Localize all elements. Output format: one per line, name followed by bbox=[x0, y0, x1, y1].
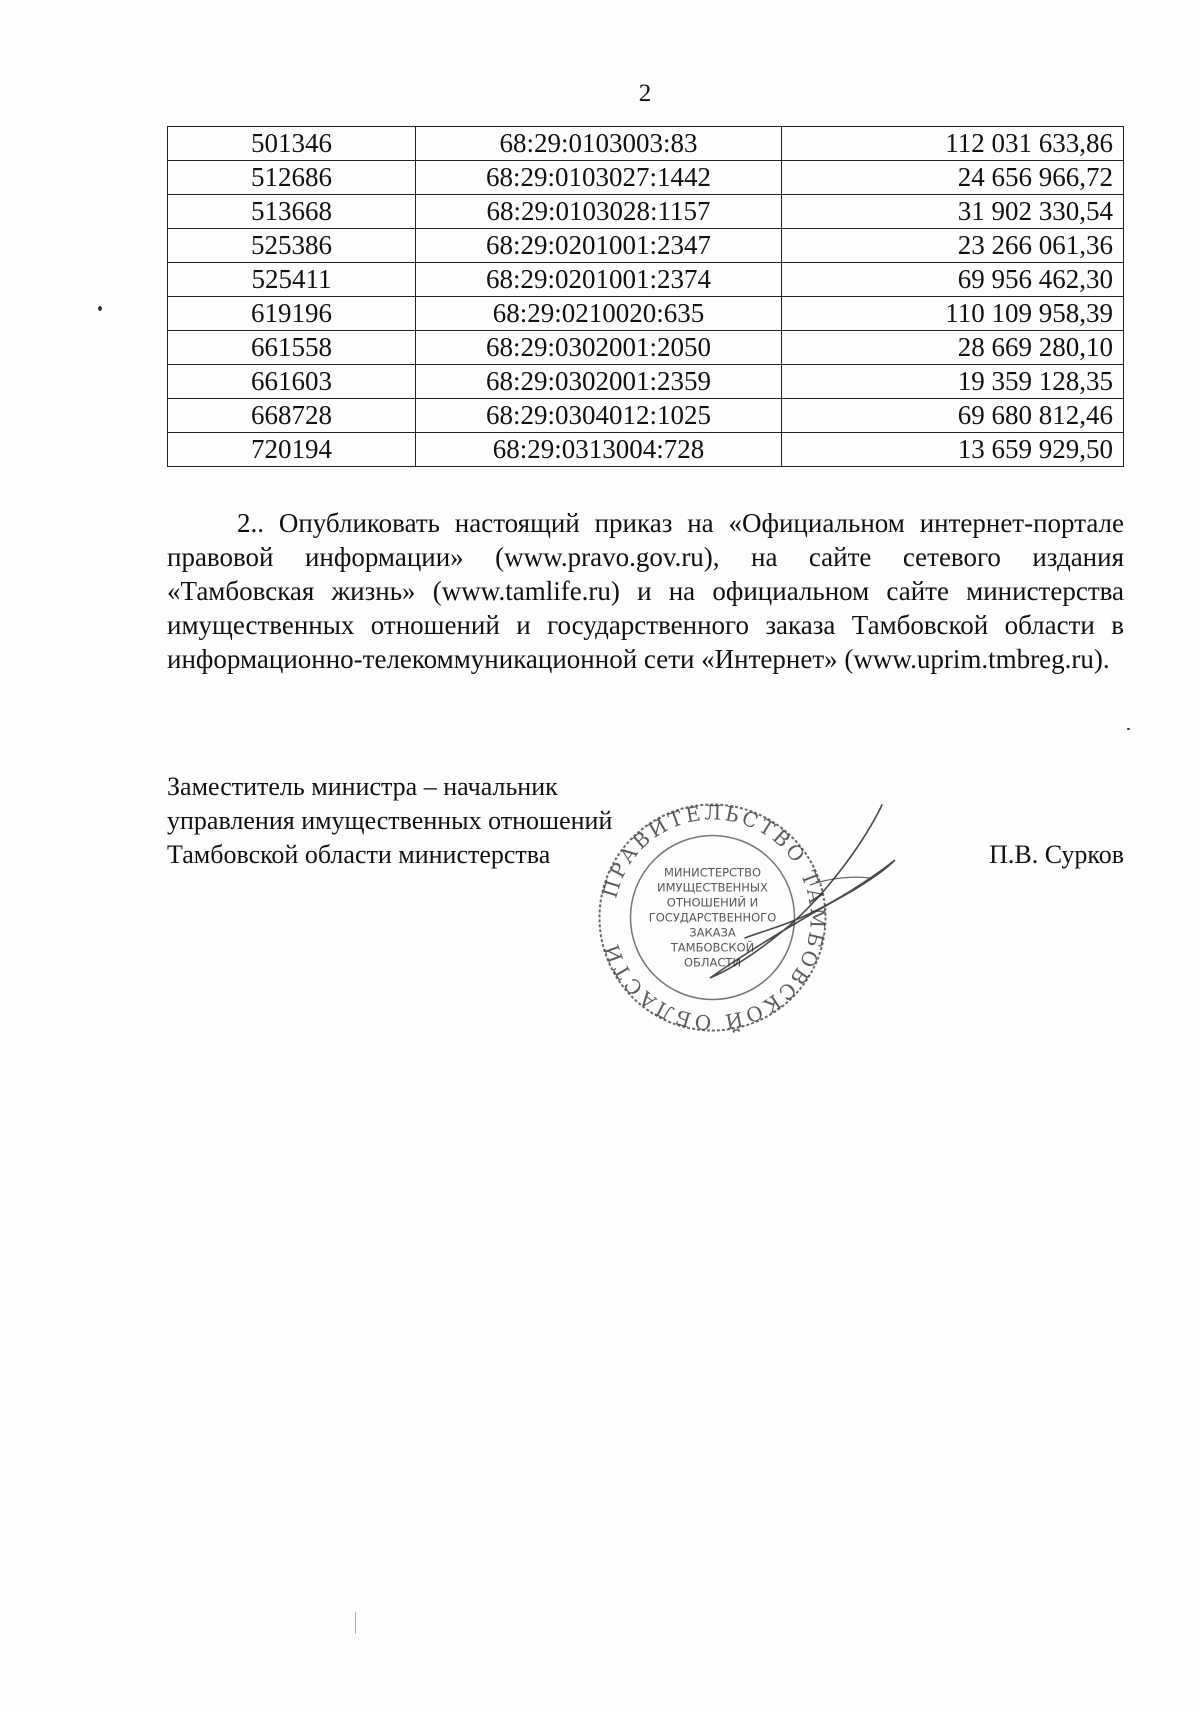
cadastral-value-cell: 112 031 633,86 bbox=[782, 127, 1124, 161]
object-id-cell: 619196 bbox=[168, 297, 416, 331]
cadastral-value-cell: 69 680 812,46 bbox=[782, 399, 1124, 433]
object-id-cell: 661558 bbox=[168, 331, 416, 365]
cadastral-number-cell: 68:29:0210020:635 bbox=[416, 297, 782, 331]
cadastral-number-cell: 68:29:0304012:1025 bbox=[416, 399, 782, 433]
table-row bbox=[168, 263, 1124, 297]
cadastral-value-table bbox=[167, 126, 1124, 467]
publication-paragraph: 2.. Опубликовать настоящий приказ на «Официальном интернет-портале правовой информации» (www.pravo.gov.ru), на сайте сетевого издания «Тамбовская жизнь» (www.tamlife.ru) и на официальном сайте министерства имущественных отношений и государственного заказа Тамбовской области в информационно-телекоммуникационной сети «Интернет» (www.uprim.tmbreg.ru). bbox=[167, 508, 1124, 674]
table-body bbox=[168, 127, 1124, 467]
object-id-cell: 668728 bbox=[168, 399, 416, 433]
signatory-title-line-2: управления имущественных отношений bbox=[167, 806, 613, 835]
signatory-title-line-3: Тамбовской области министерства bbox=[167, 840, 551, 869]
seal-inner-line: ЗАКАЗА bbox=[689, 925, 736, 940]
cadastral-number-cell: 68:29:0201001:2374 bbox=[416, 263, 782, 297]
scan-speck bbox=[355, 1612, 356, 1634]
cadastral-number-cell: 68:29:0103028:1157 bbox=[416, 195, 782, 229]
object-id-cell: 525386 bbox=[168, 229, 416, 263]
cadastral-value-cell: 23 266 061,36 bbox=[782, 229, 1124, 263]
cadastral-value-cell: 69 956 462,30 bbox=[782, 263, 1124, 297]
object-id-cell: 501346 bbox=[168, 127, 416, 161]
cadastral-value-cell: 28 669 280,10 bbox=[782, 331, 1124, 365]
cadastral-value-cell: 31 902 330,54 bbox=[782, 195, 1124, 229]
scan-speck bbox=[98, 306, 102, 311]
seal-inner-line: ИМУЩЕСТВЕННЫХ bbox=[657, 880, 768, 895]
cadastral-value-cell: 110 109 958,39 bbox=[782, 297, 1124, 331]
cadastral-number-cell: 68:29:0302001:2050 bbox=[416, 331, 782, 365]
table-row bbox=[168, 399, 1124, 433]
table-row bbox=[168, 127, 1124, 161]
object-id-cell: 720194 bbox=[168, 433, 416, 467]
cadastral-number-cell: 68:29:0313004:728 bbox=[416, 433, 782, 467]
table-row bbox=[168, 331, 1124, 365]
seal-inner-line: МИНИСТЕРСТВО bbox=[663, 865, 762, 880]
cadastral-number-cell: 68:29:0201001:2347 bbox=[416, 229, 782, 263]
table-row bbox=[168, 365, 1124, 399]
table-row bbox=[168, 229, 1124, 263]
seal-inner-line: ОТНОШЕНИЙ И bbox=[666, 895, 759, 910]
seal-inner-line: ГОСУДАРСТВЕННОГО bbox=[648, 910, 777, 925]
seal-inner-line: ТАМБОВСКОЙ bbox=[670, 940, 755, 955]
handwritten-signature bbox=[680, 800, 930, 990]
cadastral-value-cell: 24 656 966,72 bbox=[782, 161, 1124, 195]
signatory-title-line-1: Заместитель министра – начальник bbox=[167, 772, 558, 801]
cadastral-value-cell: 19 359 128,35 bbox=[782, 365, 1124, 399]
cadastral-value-cell: 13 659 929,50 bbox=[782, 433, 1124, 467]
object-id-cell: 525411 bbox=[168, 263, 416, 297]
object-id-cell: 661603 bbox=[168, 365, 416, 399]
table-row bbox=[168, 161, 1124, 195]
signatory-name: П.В. Сурков bbox=[989, 840, 1124, 869]
object-id-cell: 513668 bbox=[168, 195, 416, 229]
object-id-cell: 512686 bbox=[168, 161, 416, 195]
cadastral-number-cell: 68:29:0302001:2359 bbox=[416, 365, 782, 399]
table-row bbox=[168, 433, 1124, 467]
seal-inner-line: ОБЛАСТИ bbox=[683, 955, 742, 970]
cadastral-number-cell: 68:29:0103027:1442 bbox=[416, 161, 782, 195]
scan-speck bbox=[1127, 728, 1130, 730]
table-row bbox=[168, 297, 1124, 331]
cadastral-number-cell: 68:29:0103003:83 bbox=[416, 127, 782, 161]
seal-outer-text: ПРАВИТЕЛЬСТВО ТАМБОВСКОЙ ОБЛАСТИ bbox=[597, 800, 830, 1035]
page-number: 2 bbox=[638, 80, 652, 107]
table-row bbox=[168, 195, 1124, 229]
